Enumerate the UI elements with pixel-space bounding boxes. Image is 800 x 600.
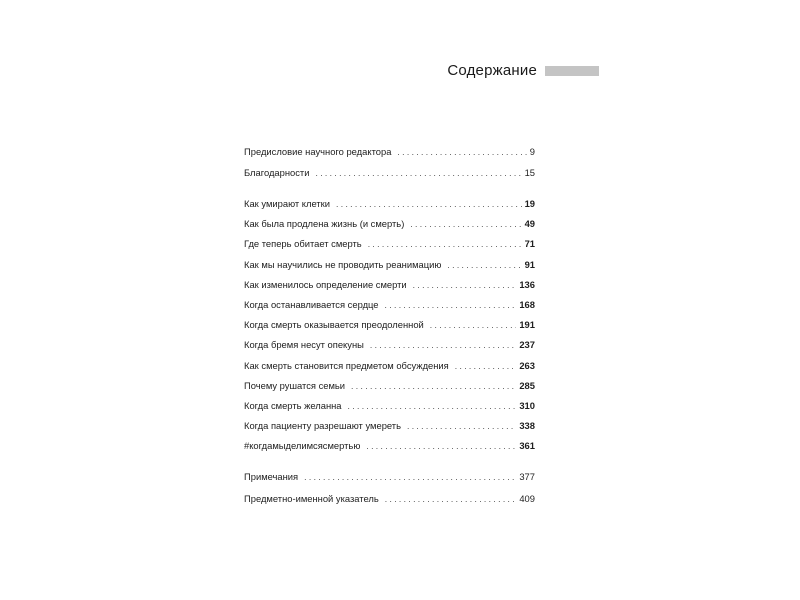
dot-leader: [351, 379, 516, 393]
entry-page-number: 237: [519, 339, 535, 351]
front-matter-entry: [244, 145, 535, 159]
entry-title: Как мы научились не проводить реанимацию: [244, 258, 442, 270]
dot-leader: [370, 338, 516, 352]
entry-title: Как умирают клетки: [244, 198, 331, 209]
entry-title: Почему рушатся семьи: [244, 379, 346, 391]
chapter-entry: [244, 298, 535, 312]
entry-title: #когдамыделимсясмертью: [244, 440, 361, 452]
chapter-entry: [244, 278, 535, 292]
chapter-entry: [244, 217, 535, 231]
dot-leader: [413, 278, 517, 292]
chapter-entry: [244, 379, 535, 393]
entry-page-number: 71: [524, 238, 535, 250]
dot-leader: [304, 470, 516, 484]
entry-page-number: 310: [519, 400, 535, 411]
chapter-entry: [244, 399, 535, 413]
chapter-entry: [244, 318, 535, 332]
chapter-entry: [244, 237, 535, 251]
entry-title: Где теперь обитает смерть: [244, 238, 362, 250]
entry-title: Как смерть становится предметом обсуждения: [244, 359, 449, 371]
dot-leader: [315, 166, 521, 180]
contents-title: Содержание: [447, 62, 537, 79]
entry-page-number: 49: [524, 218, 535, 230]
contents-heading: [440, 62, 600, 82]
entry-title: Благодарности: [244, 166, 310, 178]
dot-leader: [447, 258, 521, 272]
entry-page-number: 19: [524, 198, 535, 209]
dot-leader: [407, 419, 516, 433]
entry-title: Предисловие научного редактора: [244, 146, 392, 157]
entry-title: Когда останавливается сердце: [244, 299, 379, 310]
chapter-entry: [244, 439, 535, 453]
dot-leader: [348, 399, 517, 413]
chapter-entry: [244, 359, 535, 373]
heading-decor-bar: [545, 66, 599, 76]
chapter-entry: [244, 338, 535, 352]
entry-page-number: 285: [519, 379, 535, 391]
dot-leader: [385, 298, 517, 312]
dot-leader: [336, 197, 522, 211]
chapter-entry: [244, 419, 535, 433]
dot-leader: [366, 439, 516, 453]
back-matter-entry: [244, 492, 535, 506]
entry-title: Когда смерть оказывается преодоленной: [244, 319, 424, 331]
entry-title: Когда смерть желанна: [244, 400, 342, 411]
entry-title: Когда пациенту разрешают умереть: [244, 420, 401, 432]
entry-page-number: 409: [519, 492, 535, 504]
back-matter-entry: [244, 470, 535, 484]
entry-page-number: 136: [519, 278, 535, 290]
entry-page-number: 9: [529, 146, 535, 157]
chapter-entry: [244, 197, 535, 211]
entry-page-number: 91: [524, 258, 535, 270]
entry-title: Предметно-именной указатель: [244, 492, 379, 504]
dot-leader: [368, 237, 522, 251]
entry-title: Как изменилось определение смерти: [244, 278, 407, 290]
entry-title: Как была продлена жизнь (и смерть): [244, 218, 405, 230]
dot-leader: [397, 145, 526, 159]
dot-leader: [385, 492, 517, 506]
entry-title: Примечания: [244, 471, 299, 482]
entry-page-number: 191: [519, 319, 535, 331]
entry-page-number: 361: [519, 440, 535, 452]
dot-leader: [410, 217, 521, 231]
entry-page-number: 263: [519, 359, 535, 371]
entry-page-number: 15: [524, 166, 535, 178]
entry-page-number: 377: [519, 471, 535, 482]
front-matter-entry: [244, 166, 535, 180]
dot-leader: [430, 318, 517, 332]
entry-title: Когда бремя несут опекуны: [244, 339, 364, 351]
entry-page-number: 168: [519, 299, 535, 310]
entry-page-number: 338: [519, 420, 535, 432]
dot-leader: [455, 359, 517, 373]
chapter-entry: [244, 258, 535, 272]
